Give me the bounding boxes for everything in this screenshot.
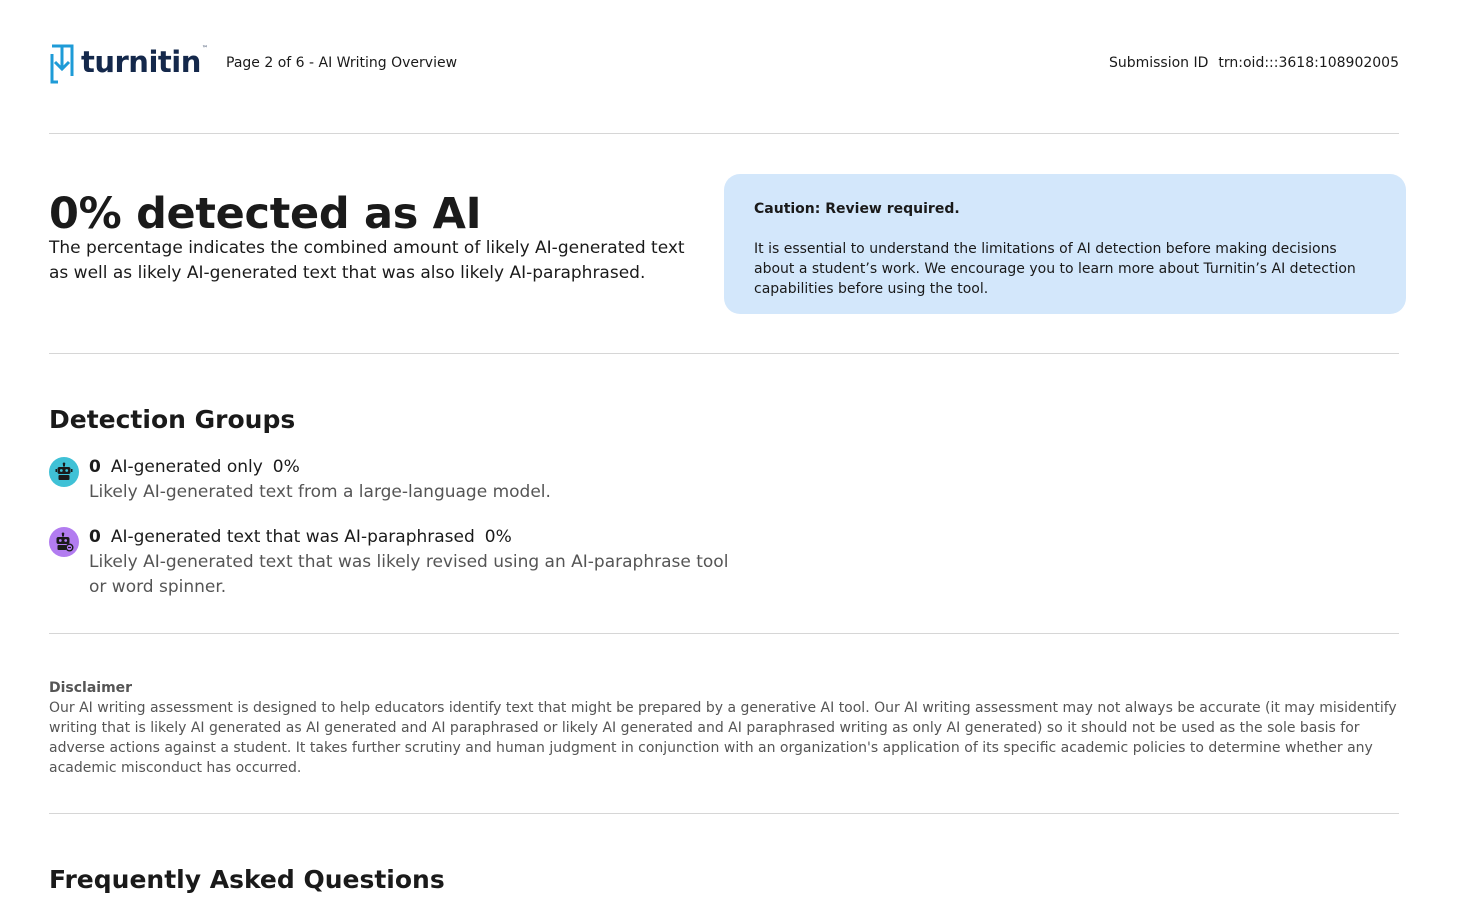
group-count: 0 bbox=[89, 527, 101, 547]
logo-trademark: ™ bbox=[201, 44, 208, 52]
detection-group-line bbox=[89, 455, 300, 480]
page-label: Page 2 of 6 - AI Writing Overview bbox=[226, 55, 458, 71]
group-percent: 0% bbox=[272, 457, 300, 477]
turnitin-logo-icon bbox=[49, 42, 75, 86]
group-count: 0 bbox=[89, 457, 101, 477]
group-description: Likely AI-generated text from a large-language model. bbox=[89, 482, 551, 502]
caution-body: It is essential to understand the limitations of AI detection before making decisions about a student’s work. We encourage you to learn more about Turnitin’s AI detection capabilities before using the tool. bbox=[754, 241, 1356, 297]
disclaimer-body: Our AI writing assessment is designed to help educators identify text that might be prepared by a generative AI tool. Our AI writing assessment may not always be accurate (it may misidentify writing that is likely AI generated as AI generated and AI paraphrased or likely AI generated and AI paraphrased writing as only AI generated) so it should not be used as the sole basis for adverse actions against a student. It takes further scrutiny and human judgment in conjunction with an organization's application of its specific academic policies to determine whether any academic misconduct has occurred. bbox=[49, 700, 1397, 776]
caution-title: Caution: Review required. bbox=[754, 201, 960, 217]
groups-divider bbox=[49, 633, 1399, 634]
caution-panel bbox=[724, 174, 1406, 314]
detection-group-ai-paraphrased bbox=[49, 525, 729, 600]
submission-info bbox=[1109, 55, 1399, 71]
report-header bbox=[49, 40, 1399, 90]
submission-label: Submission ID bbox=[1108, 55, 1209, 71]
header-divider bbox=[49, 133, 1399, 134]
group-percent: 0% bbox=[484, 527, 512, 547]
group-label: AI-generated text that was AI-paraphrased bbox=[110, 527, 475, 547]
group-description: Likely AI-generated text that was likely revised using an AI-paraphrase tool or word spinner. bbox=[89, 552, 729, 597]
detection-group-line bbox=[89, 525, 512, 550]
disclaimer-title: Disclaimer bbox=[49, 680, 133, 696]
disclaimer bbox=[49, 678, 1409, 778]
detection-group-ai-only bbox=[49, 455, 729, 505]
detection-groups-title: Detection Groups bbox=[49, 405, 296, 434]
logo-wordmark: turnitin bbox=[81, 44, 201, 79]
headline-description: The percentage indicates the combined amount of likely AI-generated text as well as likely AI-generated text that was also likely AI-paraphrased. bbox=[49, 238, 685, 283]
group-label: AI-generated only bbox=[110, 457, 263, 477]
ai-detection-headline: 0% detected as AI bbox=[49, 189, 482, 239]
summary-divider bbox=[49, 353, 1399, 354]
turnitin-logo bbox=[49, 42, 208, 86]
faq-title: Frequently Asked Questions bbox=[49, 865, 445, 894]
submission-id: trn:oid:::3618:108902005 bbox=[1218, 55, 1399, 71]
disclaimer-divider bbox=[49, 813, 1399, 814]
robot-paraphrase-icon bbox=[49, 527, 79, 557]
robot-icon bbox=[49, 457, 79, 487]
